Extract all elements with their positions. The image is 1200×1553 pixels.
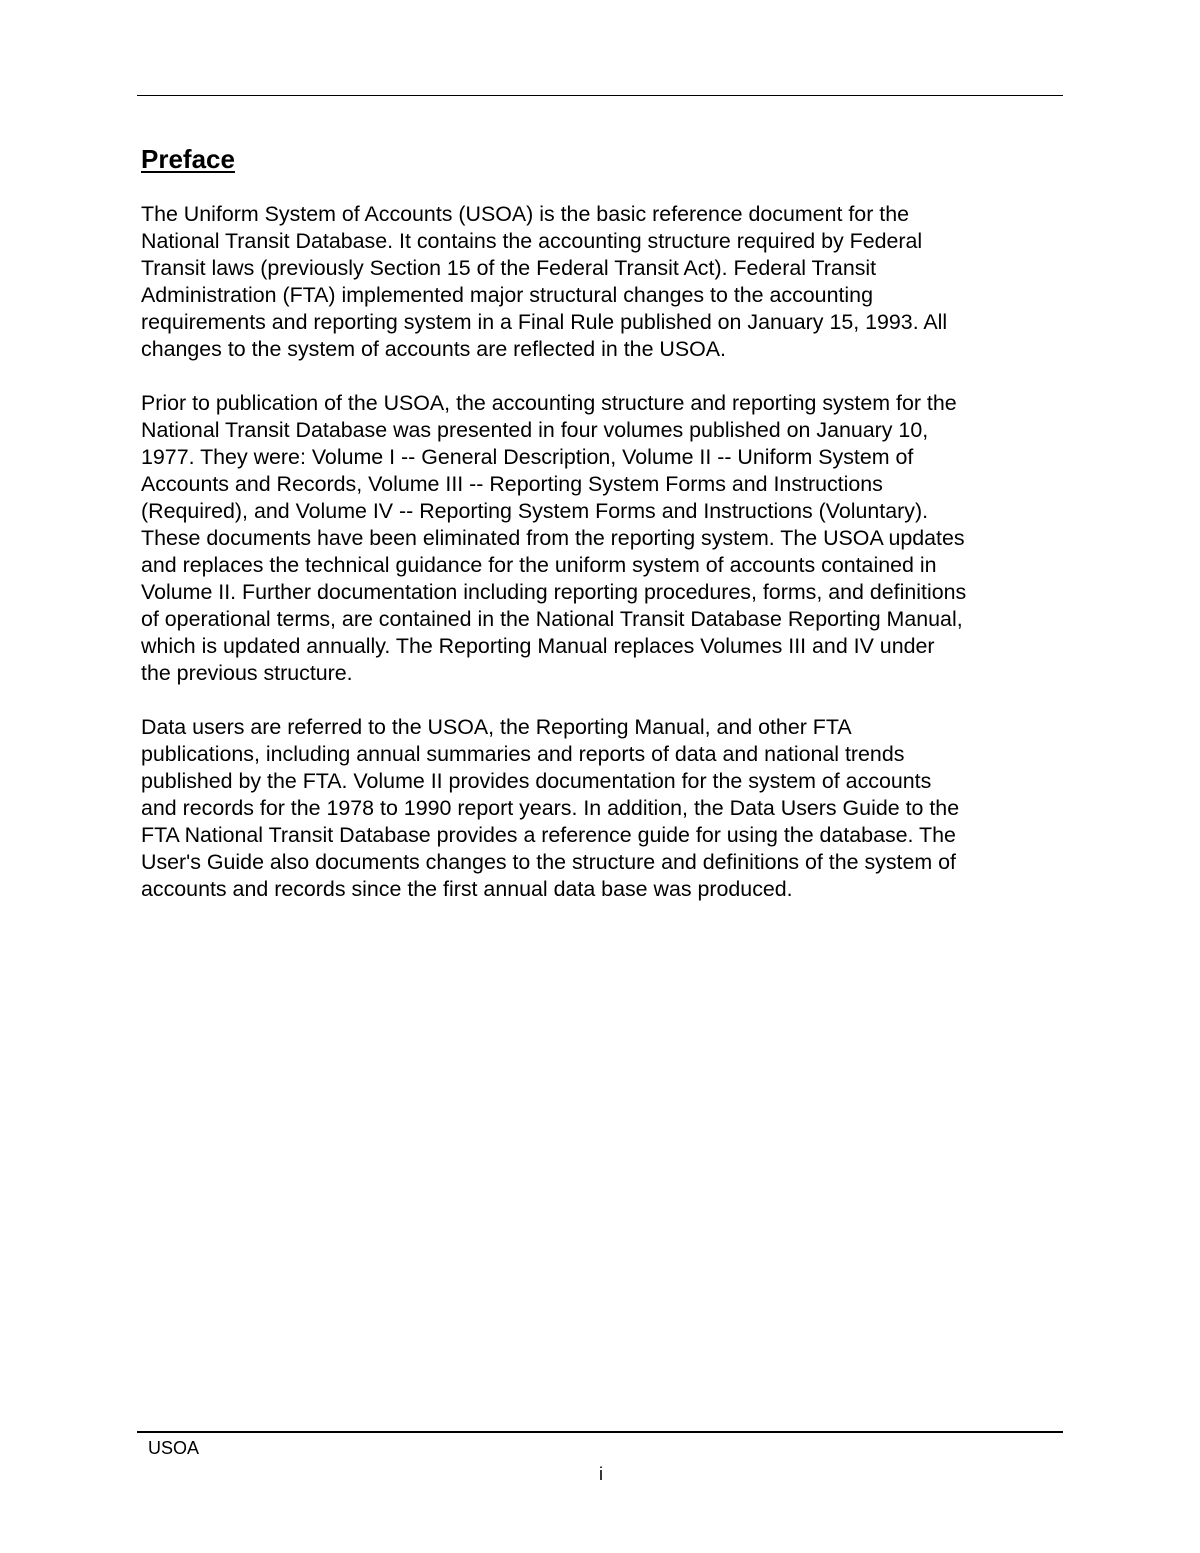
paragraph-2: [141, 390, 1059, 687]
paragraph-line: 1977. They were: Volume I -- General Description, Volume II -- Uniform System of: [141, 445, 914, 469]
paragraph-line: of operational terms, are contained in the National Transit Database Reporting Manual,: [141, 607, 963, 631]
paragraph-line: (Required), and Volume IV -- Reporting System Forms and Instructions (Voluntary).: [141, 499, 929, 523]
paragraph-line: accounts and records since the first annual data base was produced.: [141, 877, 793, 901]
paragraph-line: Data users are referred to the USOA, the Reporting Manual, and other FTA: [141, 715, 852, 739]
preface-body: [141, 201, 1059, 930]
paragraph-line: These documents have been eliminated from the reporting system. The USOA updates: [141, 526, 965, 550]
page-number: i: [599, 1464, 603, 1484]
paragraph-line: published by the FTA. Volume II provides documentation for the system of accounts: [141, 769, 932, 793]
paragraph-line: and replaces the technical guidance for the uniform system of accounts contained in: [141, 553, 937, 577]
paragraph-line: Transit laws (previously Section 15 of the Federal Transit Act). Federal Transit: [141, 256, 877, 280]
paragraph-line: FTA National Transit Database provides a reference guide for using the database. The: [141, 823, 956, 847]
footer-label: USOA: [148, 1438, 200, 1458]
paragraph-line: publications, including annual summaries and reports of data and national trends: [141, 742, 905, 766]
paragraph-line: The Uniform System of Accounts (USOA) is the basic reference document for the: [141, 202, 910, 226]
footer-rule: [137, 1431, 1063, 1433]
paragraph-line: User's Guide also documents changes to the structure and definitions of the system of: [141, 850, 956, 874]
paragraph-line: Administration (FTA) implemented major structural changes to the accounting: [141, 283, 873, 307]
paragraph-1: [141, 201, 1059, 363]
paragraph-line: which is updated annually. The Reporting Manual replaces Volumes III and IV under: [141, 634, 935, 658]
page-title: Preface: [141, 144, 235, 174]
paragraph-line: the previous structure.: [141, 661, 353, 685]
paragraph-line: requirements and reporting system in a Final Rule published on January 15, 1993. All: [141, 310, 948, 334]
paragraph-line: Accounts and Records, Volume III -- Reporting System Forms and Instructions: [141, 472, 883, 496]
paragraph-line: changes to the system of accounts are reflected in the USOA.: [141, 337, 726, 361]
paragraph-3: [141, 714, 1059, 903]
paragraph-line: National Transit Database. It contains the accounting structure required by Federal: [141, 229, 923, 253]
paragraph-line: Volume II. Further documentation including reporting procedures, forms, and definitions: [141, 580, 967, 604]
header-rule: [137, 95, 1063, 96]
paragraph-line: Prior to publication of the USOA, the accounting structure and reporting system for the: [141, 391, 957, 415]
paragraph-line: and records for the 1978 to 1990 report years. In addition, the Data Users Guide to the: [141, 796, 960, 820]
paragraph-line: National Transit Database was presented in four volumes published on January 10,: [141, 418, 929, 442]
